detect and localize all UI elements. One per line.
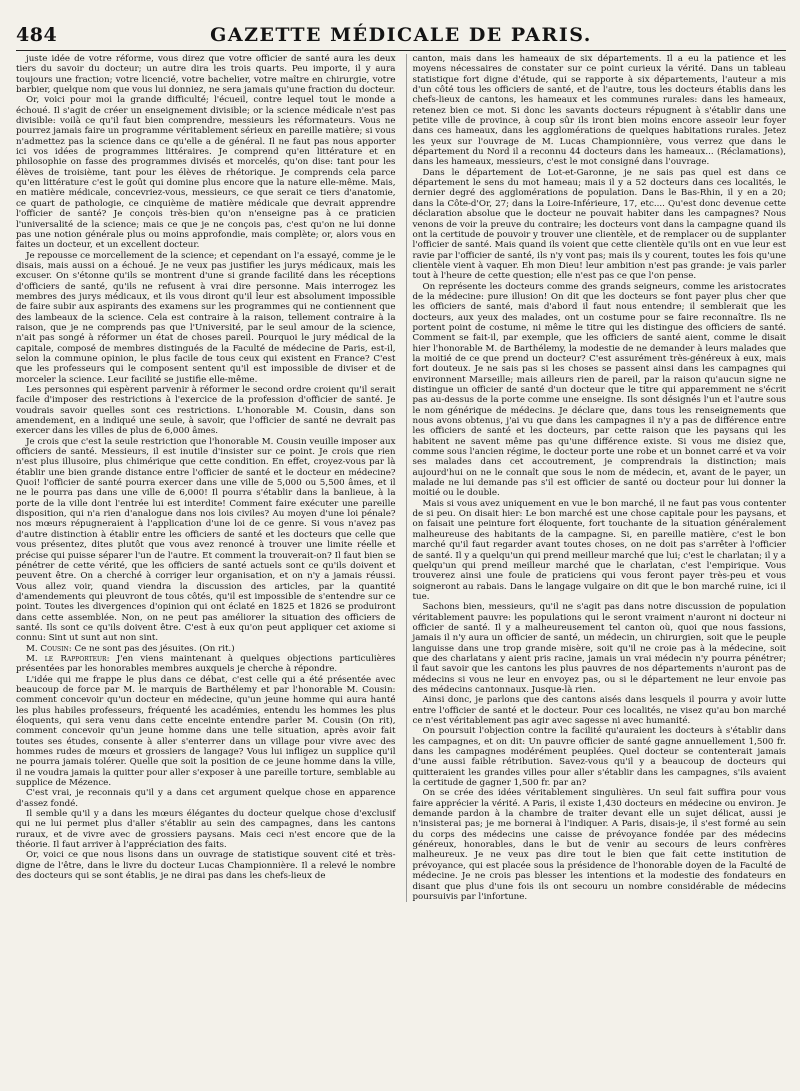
paragraph-text: Or, voici pour moi la grande difficulté; l'écueil, contre lequel tout le monde a échoué. Il s'agit de créer un enseignement divisible; or la science médicale n'est pas divisible: voilà ce qu'il faut bien comprendre, messieurs les réformateurs. Vous ne pourrez jamais faire un programme véritablement sérieux en pareille matière; si vous n'admettez pas la science dans ce qu'elle a de général. Il ne faut pas nous apporter ici vos idées de programmes littéraires. Je comprend qu'en littérature et en philosophie on fasse des programmes divisés et morcelés, qu'on dise: tant pour les élèves de troisième, tant pour les élèves de rhétorique. Je comprends cela parce qu'en littérature c'est le goût qui domine plus encore que la nature elle-même. Mais, en matière médicale, concevriez-vous, messieurs, ce que serait ce tiers d'anatomie, ce quart de pathologie, ce cinquième de matière médicale que devrait apprendre l'officier de santé? Je conçois très-bien qu'on n'enseigne pas à ce praticien l'universalité de la science; mais ce que je ne conçois pas, c'est qu'on ne lui donne pas une notion générale plus ou moins approfondie, mais complète; or, alors vous en faites un docteur, et un excellent docteur. xyxy=(16,95,396,251)
paragraph-text: On poursuit l'objection contre la facilité qu'auraient les docteurs à s'établir dans les campagnes, et on dit: Un pauvre officier de santé gagne annuellement 1,500 fr. dans les campagnes modérément peuplées. Quel docteur se contenterait jamais d'une aussi faible rétribution. Savez-vous qu'il y a beaucoup de docteurs qui quitteraient les grandes villes pour aller s'établir dans les campagnes, s'ils avaient la certitude de gagner 1,500 fr. par an? xyxy=(412,726,786,789)
paragraph xyxy=(16,654,396,675)
paragraph-text: Ainsi donc, je parlons que des cantons aisés dans lesquels il pourra y avoir lutte entre l'officier de santé et le docteur. Pour ces localités, ne visez qu'au bon marché ce n'est véritablement pas agir avec sagesse ni avec humanité. xyxy=(412,695,786,726)
paragraph xyxy=(413,695,787,726)
paragraph xyxy=(413,602,787,695)
paragraph xyxy=(413,499,787,602)
paragraph xyxy=(16,385,396,437)
paragraph-text: Je repousse ce morcellement de la science; et cependant on l'a essayé, comme je le disais, mais aussi on a échoué. Je ne veux pas justifier les jurys médicaux, mais les excuser. On s'étonne qu'ils se montrent d'une si grande facilité dans les réceptions d'officiers de santé, qu'ils ne refusent à vrai dire personne. Mais interrogez les membres des jurys médicaux, et ils vous diront qu'il leur est absolument impossible de faire subir aux aspirants des examens sur les programmes qui ne contiennent que des lambeaux de la science. Cela est contraire à la raison, tellement contraire à la raison, que je ne comprends pas que l'Université, par le seul amour de la science, n'ait pas songé à réformer un état de choses pareil. Pourquoi le jury médical de la capitale, composé de membres distingués de la Faculté de médecine de Paris, est-il, selon la commune opinion, le plus facile de tous ceux qui existent en France? C'est que les professeurs qui le composent sentent qu'il est impossible de diviser et de morceler la science. Leur facilité se justifie elle-même. xyxy=(16,250,396,385)
paragraph xyxy=(16,788,396,809)
speaker-name: M. le Rapporteur xyxy=(26,653,107,664)
paragraph-text: Les personnes qui espèrent parvenir à réformer le second ordre croient qu'il serait facile d'imposer des restrictions à l'exercice de la profession d'officier de santé. Je voudrais savoir quelles sont ces restrictions. L'honorable M. Cousin, dans son amendement, en a indiqué une seule, à savoir, que l'officier de santé ne devrait pas exercer dans les villes de plus de 6,000 âmes. xyxy=(16,385,396,437)
paragraph xyxy=(413,54,787,168)
paragraph-text: Mais si vous avez uniquement en vue le bon marché, il ne faut pas vous contenter de si peu. On disait hier: Le bon marché est une chose capitale pour les paysans, et on faisait une peinture fort éloquente, fort touchante de la situation généralement malheureuse des habitants de la campagne. Si, en pareille matière, c'est le bon marché qu'il faut regarder avant toutes choses, on ne doit pas s'arrêter à l'officier de santé. Il y a quelqu'un qui prend meilleur marché que lui; c'est le charlatan; il y a quelqu'un qui prend meilleur marché que le charlatan, c'est l'empirique. Vous trouverez ainsi une foule de praticiens qui vous feront payer très-peu et vous soigneront au rabais. Dans le langage vulgaire on dit que le bon marché ruine, ici il tue. xyxy=(412,498,786,602)
paragraph-text: L'idée qui me frappe le plus dans ce débat, c'est celle qui a été présentée avec beaucoup de force par M. le marquis de Barthélemy et par l'honorable M. Cousin: comment concevoir qu'un docteur en médecine, qu'un jeune homme qui aura hanté les plus habiles professeurs, fréquenté les académies, entendu les hommes les plus éloquents, qui sera venu dans cette enceinte entendre parler M. Cousin (On rit), comment concevoir qu'un jeune homme dans une telle situation, après avoir fait toutes ses études, consente à aller s'enterrer dans un village pour vivre avec des hommes rudes de mœurs et grossiers de langage? Vous lui infligez un supplice qu'il ne pourra jamais tolérer. Quelle que soit la position de ce jeune homme dans la ville, il ne voudra jamais la quitter pour aller s'exposer à une pareille torture, semblable au supplice de Mézence. xyxy=(16,674,396,789)
paragraph-text: : Ce ne sont pas des jésuites. (On rit.) xyxy=(68,643,235,654)
paragraph xyxy=(413,726,787,788)
paragraph xyxy=(16,437,396,644)
paragraph xyxy=(16,251,396,385)
paragraph xyxy=(16,675,396,789)
paragraph xyxy=(16,54,396,95)
journal-title: GAZETTE MÉDICALE DE PARIS. xyxy=(210,24,592,46)
paragraph-text: Sachons bien, messieurs, qu'il ne s'agit pas dans notre discussion de population véritablement pauvre: les populations qui le seront vraiment n'auront ni docteur ni officier de santé. Il y a malheureusement tel canton où, quoi que nous fassions, jamais il n'y aura un officier de santé, un médecin, un chirurgien, soit que le peuple languisse dans une trop grande misère, soit qu'il ne croie pas à la médecine, soit que des charlatans y aient pris racine, jamais un vrai médecin n'y pourra pénétrer; il faut savoir que les cantons les plus pauvres de nos départements n'auront pas de médecins si vous ne leur en envoyez pas, ou si le département ne leur envoie pas des médecins cantonnaux. Jusque-là rien. xyxy=(412,602,786,695)
page-header xyxy=(16,22,786,51)
left-column xyxy=(16,54,396,902)
speaker-name: M. Cousin xyxy=(26,643,69,654)
text-columns xyxy=(16,54,786,902)
paragraph-text: : J'en viens maintenant à quelques objections particulières présentées par les honorables membres auxquels je cherche à répondre. xyxy=(16,653,396,675)
paragraph-text: Je crois que c'est la seule restriction que l'honorable M. Cousin veuille imposer aux officiers de santé. Messieurs, il est inutile d'insister sur ce point. Je crois que rien n'est plus illusoire, plus chimérique que cette condition. En effet, croyez-vous par là établir une bien grande distance entre l'officier de santé et le docteur en médecine? Quoi! l'officier de santé pourra exercer dans une ville de 5,000 ou 5,500 âmes, et il ne le pourra pas dans une ville de 6,000! Il pourra s'établir dans la banlieue, à la porte de la ville dont l'entrée lui est interdite! Comment faire exécuter une pareille disposition, qui n'a rien d'analogue dans nos lois civiles? Au moyen d'une loi pénale? nos mœurs répugneraient à l'application d'une loi de ce genre. Si vous n'avez pas d'autre distinction à établir entre les officiers de santé et les docteurs que celle que vous présentez, dites plutôt que vous avez renoncé à trouver une limite réelle et précise qui puisse séparer l'un de l'autre. Et comment la trouverait-on? Il faut bien se pénétrer de cette vérité, que les officiers de santé actuels sont ce qu'ils doivent et peuvent être. On a cherché à corriger leur organisation, et on n'y a jamais réussi. Vous allez voir, quand viendra la discussion des articles, par la quantité d'amendements qui pleuvront de tous côtés, qu'il est impossible de s'entendre sur ce point. Toutes les divergences d'opinion qui ont éclaté en 1825 et 1826 se produiront dans cette assemblée. Non, on ne peut pas améliorer la situation des officiers de santé. Ils sont ce qu'ils doivent être. C'est à eux qu'on peut appliquer cet axiome si connu: Sint ut sunt aut non sint. xyxy=(16,436,396,644)
paragraph xyxy=(413,788,787,902)
paragraph xyxy=(16,644,396,654)
paragraph-text: On se crée des idées véritablement singulières. Un seul fait suffira pour vous faire apprécier la vérité. A Paris, il existe 1,430 docteurs en médecine ou environ. Je demande pardon à la chambre de traiter devant elle un sujet délicat, aussi je n'insisterai pas; je me bornerai à l'indiquer. A Paris, disais-je, il s'est formé au sein du corps des médecins une caisse de prévoyance fondée par des médecins généreux, honorables, dans le but de venir au secours de leurs confrères malheureux. Je ne veux pas dire tout le bien que fait cette institution de prévoyance, qui est placée sous la présidence de l'honorable doyen de la Faculté de médecine. Je ne crois pas blesser les intentions et la modestie des fondateurs en disant que plus d'une fois ils ont secouru un nombre considérable de médecins poursuivis par l'infortune. xyxy=(412,788,786,902)
paragraph-text: Il semble qu'il y a dans les mœurs élégantes du docteur quelque chose d'exclusif qui ne lui permet plus d'aller s'établir au sein des campagnes, dans les cantons ruraux, et de vivre avec de grossiers paysans. Mais ceci n'est encore que de la théorie. Il faut arriver à l'appréciation des faits. xyxy=(16,809,396,851)
paragraph xyxy=(413,282,787,499)
paragraph-text: canton, mais dans les hameaux de six départements. Il a eu la patience et les moyens nécessaires de constater sur ce point curieux la vérité. Dans un tableau statistique fort digne d'étude, qui se rapporte à six départements, l'auteur a mis d'un côté tous les officiers de santé, et de l'autre, tous les docteurs établis dans les chefs-lieux de cantons, les hameaux et les communes rurales: dans les hameaux, retenez bien ce mot. Si donc les savants docteurs répugnent à s'établir dans une petite ville de province, à coup sûr ils iront bien moins encore asseoir leur foyer dans ces hameaux, dans les agglomérations de quelques habitations rurales. Jetez les yeux sur l'ouvrage de M. Lucas Championnière, vous verrez que dans le département du Nord il a reconnu 44 docteurs dans les hameaux... (Réclamations), dans les hameaux, messieurs, c'est le mot consigné dans l'ouvrage. xyxy=(412,54,786,168)
paragraph xyxy=(16,809,396,850)
page-number: 484 xyxy=(16,24,58,46)
paragraph-text: juste idée de votre réforme, vous direz que votre officier de santé aura les deux tiers du savoir du docteur; un autre dira les trois quarts. Peu importe, il y aura toujours une fraction; votre licencié, votre bachelier, votre maître en chirurgie, votre barbier, quelque nom que vous lui donniez, ne sera jamais qu'une fraction du docteur. xyxy=(16,54,396,96)
paragraph-text: Dans le département de Lot-et-Garonne, je ne sais pas quel est dans ce département le sens du mot hameau; mais il y a 52 docteurs dans ces localités, le dernier degré des agglomérations de population. Dans le Bas-Rhin, il y en a 20; dans la Côte-d'Or, 27; dans la Loire-Inférieure, 17, etc.... Qu'est donc devenue cette déclaration absolue que le docteur ne pouvait habiter dans les campagnes? Nous venons de voir la preuve du contraire; les docteurs vont dans la campagne quand ils ont la certitude de pouvoir y trouver une clientèle, et de remplacer ou de supplanter l'officier de santé. Mais quand ils voient que cette clientèle qu'ils ont en vue leur est ravie par l'officier de santé, ils n'y vont pas; mais ils y courent, toutes les fois qu'une clientèle vient à vaquer. Eh mon Dieu! leur ambition n'est pas grande: je vais parler tout à l'heure de cette question; elle n'est pas ce que l'on pense. xyxy=(412,167,786,282)
paragraph-text: C'est vrai, je reconnais qu'il y a dans cet argument quelque chose en apparence d'assez fondé. xyxy=(16,788,396,809)
paragraph xyxy=(16,850,396,881)
paragraph-text: On représente les docteurs comme des grands seigneurs, comme les aristocrates de la médecine: pure illusion! On dit que les docteurs se font payer plus cher que les officiers de santé, mais d'abord il faut nous entendre; il semblerait que les docteurs, aux yeux des malades, ont un costume pour se faire reconnaître. Ils ne portent point de costume, ni même le titre qui les distingue des officiers de santé. Comment se fait-il, par exemple, que les officiers de santé aient, comme le disait hier l'honorable M. de Barthélemy, la modestie de ne demander à leurs malades que la moitié de ce que prend un docteur? C'est assurément très-généreux à eux, mais fort douteux. Je ne sais pas si les choses se passent ainsi dans les campagnes qui environnent Marseille; mais ailleurs rien de pareil, par la raison qu'aucun signe ne distingue un officier de santé d'un docteur que le titre qui apparemment ne s'écrit pas au-dessus de la porte comme une enseigne. Ils sont désignés l'un et l'autre sous le nom générique de médecins. Je déclare que, dans tous les renseignements que nous avons obtenus, j'ai vu que dans les campagnes il n'y a pas de différence entre les officiers de santé et les docteurs, par cette raison que les paysans qui les habitent ne savent même pas qu'une différence existe. Si vous me disiez que, comme sous l'ancien régime, le docteur porte une robe et un bonnet carré et va voir ses malades dans cet accoutrement, je comprendrais la distinction; mais aujourd'hui on ne le connaît que sous le nom de médecin, et, avant de le payer, un malade ne lui demande pas s'il est officier de santé ou docteur pour lui donner la moitié ou le double. xyxy=(412,281,786,499)
paragraph xyxy=(413,168,787,282)
paragraph xyxy=(16,95,396,250)
paragraph-text: Or, voici ce que nous lisons dans un ouvrage de statistique souvent cité et très-digne de l'être, dans le livre du docteur Lucas Championnière. Il a relevé le nombre des docteurs qui se sont établis, je ne dirai pas dans les chefs-lieux de xyxy=(16,850,396,882)
right-column xyxy=(406,54,787,902)
